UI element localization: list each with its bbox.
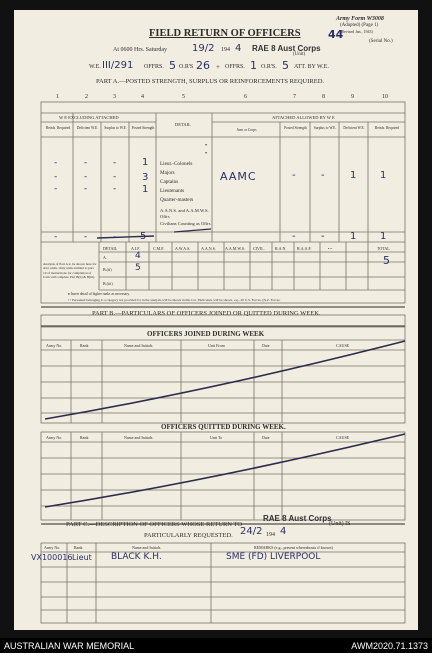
hw-right: 1 [350,170,357,181]
analysis-headers [14,246,418,252]
hw-mark: - [113,184,117,194]
analysis-header: R.A.A.F. [297,246,312,251]
requested-date: 24/2 [240,526,263,537]
ors2-label: O.R'S. [261,64,277,70]
total-right: 1 [380,231,387,242]
total-mark: - [84,232,88,242]
quitted-headers [14,435,418,441]
subheader-arm-corps: Arm or Corps [236,128,257,132]
rank-list [160,160,193,205]
analysis-header: A.A.N.S. [201,246,216,251]
col-number: 7 [293,94,296,100]
quitted-header: Rank [80,435,89,440]
joined-headers [14,343,418,349]
analysis-header: C.M.F. [153,246,165,251]
or-label: O.R'S [179,64,194,70]
att-label: ATT. BY W.E. [294,64,329,70]
part-c-header: Army No. [44,545,61,550]
col-number: 1 [56,94,59,100]
part-c-unit-stamp: RAE 8 Aust Corps [263,514,332,523]
part-b-title: PART B.—PARTICULARS OF OFFICERS JOINED OR QUITTED DURING WEEK. [92,310,321,317]
col-number: 3 [113,94,116,100]
joined-header: Army No. [46,343,63,348]
revised-label: (Revised Jan., 1943) [340,29,373,34]
col-number: 5 [182,94,185,100]
requested-year: 194 [266,532,275,538]
hw-mark: - [84,184,88,194]
footnote-1: ♦ Insert detail of higher ranks as necessary. [68,292,130,296]
quitted-title: OFFICERS QUITTED DURING WEEK. [161,423,286,431]
rank-item-civilians: Civilians Counting as Offrs [160,221,211,226]
quitted-header: CAUSE [336,435,350,440]
col-number: 10 [382,94,388,100]
return-date-handwritten: 19/2 [192,43,215,54]
year-digit: 4 [235,43,242,54]
time-prefix: At 0600 Hrs. Saturday [113,47,167,53]
total-mark: - [54,232,58,242]
subheader-reinfs: Reinfs. Required [45,126,71,130]
analysis-header: CIVIL. [253,246,265,251]
analysis-row-label: A. [103,255,107,260]
serial-number-handwritten: 44 [328,28,344,41]
hw-mark: - [84,158,88,168]
rank-item: Majors [160,170,175,176]
analysis-row-label: B.(iii) [103,281,113,286]
col-number: 9 [351,94,354,100]
rank-item: Lieutenants [160,188,185,194]
entry-rank: Lieut [72,553,92,562]
footer-catalog-id: AWM2020.71.1373 [351,641,428,651]
serial-label: (Serial No.) [369,39,393,44]
joined-header: Rank [80,343,89,348]
hw-mark: - [54,184,58,194]
hw-right: - [292,170,296,181]
part-c-title: PART C.—DESCRIPTION OF OFFICERS WHOSE RETURN TO [66,521,243,528]
analysis-total-value: 5 [383,254,390,267]
analysis-header: A.I.F. [131,246,141,251]
total-value: 5 [140,231,147,242]
subheader-surplus-r: Surplus to W.E. [313,126,337,130]
analysis-row-label: B.(ii) [103,267,112,272]
total-right: - [292,231,296,242]
footnote-2: • • Personnel belonging to a category not provided for in the analysis will be shown in this Col. Particulars will be shown, e.g., 20 U.S. Forces. (N.Z. Forces. [68,298,281,302]
rank-item: Quarter-masters [160,197,194,203]
total-right: - [321,231,325,242]
total-mark: - [113,232,117,242]
entry-army-no: VX100016 [31,553,73,562]
plus-sign: + [216,63,220,71]
analysis-header: A.W.A.S. [175,246,191,251]
analysis-note: Analysis of Part A to be shown here for ALL units. Only units entitled to pars 19 of instructions for completion of form will complete Part B(ii) & B(iii). [43,262,97,280]
joined-header: Unit From [208,343,225,348]
subheader-deficient: Deficient W.E. [76,126,99,130]
unit-stamp: RAE 8 Aust Corps [252,44,321,53]
analysis-header: • • [328,246,332,251]
hw-value: 1 [142,157,149,168]
offrs-value: 5 [169,59,176,72]
analysis-aif-value: 5 [135,263,141,273]
total-right: 1 [350,231,357,242]
analysis-header: A.A.M.W.S. [225,246,245,251]
hw-value: 3 [142,172,149,183]
joined-title: OFFICERS JOINED DURING WEEK [147,330,265,338]
hw-mark: - [54,172,58,182]
subheader-reinfs-r: Reinfs. Required [374,126,400,130]
attached-allowed-header: ATTACHED ALLOWED BY W E [272,115,335,120]
hw-mark: - [113,172,117,182]
analysis-aif-value: 4 [135,251,141,261]
quitted-header: Name and Initials [124,435,153,440]
unit-suffix: (Unit) [293,52,306,57]
requested-label: PARTICULARLY REQUESTED. [144,532,233,539]
requested-year-digit: 4 [280,526,287,537]
year-prefix: 194 [221,47,230,53]
column-numbers [14,94,418,102]
entry-name: BLACK K.H. [111,552,162,562]
subheader-deficient-r: Deficient W.E. [343,126,365,130]
part-c-unit-suffix: (Unit) IS [329,521,351,527]
hw-right: 1 [380,170,387,181]
entry-remarks: SME (FD) LIVERPOOL [226,552,321,562]
part-c-header: Name and Initials [132,545,161,550]
joined-header: Date [262,343,270,348]
we-excluding-header: W E EXCLUDING ATTACHED [59,115,119,120]
rank-item: Captains [160,179,179,185]
hw-value: 1 [142,184,149,195]
joined-header: Name and Initials [124,343,153,348]
part-c-header: REMARKS (e.g., present whereabouts if known) [254,545,333,550]
form-page [14,10,418,630]
rank-item: Lieut.-Colonels [160,161,193,167]
quitted-header: Army No. [46,435,63,440]
we-label: W.E. [89,64,101,70]
ors2-value: 5 [282,59,289,72]
archive-footer [0,638,432,653]
army-form-label: Army Form W3008 [336,16,384,22]
analysis-header: R.A.N. [275,246,287,251]
analysis-header: TOTAL [377,246,390,251]
hw-mark: - [54,158,58,168]
offrs2-value: 1 [250,59,257,72]
col-number: 8 [322,94,325,100]
col-number: 2 [85,94,88,100]
insert-markers: • • [205,143,208,157]
offrs2-label: OFFRS. [225,64,245,70]
arm-corps-value: AAMC [220,170,257,183]
or-value: 26 [196,59,210,72]
detail-header: DETAIL [175,122,191,127]
adapted-label: (Adapted) (Page 1) [340,23,379,28]
part-a-title: PART A.—POSTED STRENGTH, SURPLUS OR REINFORCEMENTS REQUIRED. [96,78,325,85]
footer-institution: AUSTRALIAN WAR MEMORIAL [4,641,135,651]
analysis-header: DETAIL [103,246,118,251]
quitted-header: Unit To [210,435,223,440]
col-number: 4 [141,94,144,100]
col-number: 6 [244,94,247,100]
we-number-handwritten: III/291 [102,60,134,71]
quitted-header: Date [262,435,270,440]
form-title: FIELD RETURN OF OFFICERS [149,28,301,39]
hw-right: - [321,170,325,181]
part-c-header: Rank [74,545,83,550]
part-c-headers [14,545,418,551]
offrs-label: OFFRS. [144,64,164,70]
subheader-posted-r: Posted Strength [284,126,307,130]
subheader-surplus: Surplus to W.E. [104,126,127,130]
joined-header: CAUSE [336,343,350,348]
hw-mark: - [84,172,88,182]
hw-mark: - [113,158,117,168]
rank-item-aans: A.A.N.S. and A.A.M.W.S. Offrs [160,208,209,219]
subheader-posted: Posted Strength [131,126,155,130]
